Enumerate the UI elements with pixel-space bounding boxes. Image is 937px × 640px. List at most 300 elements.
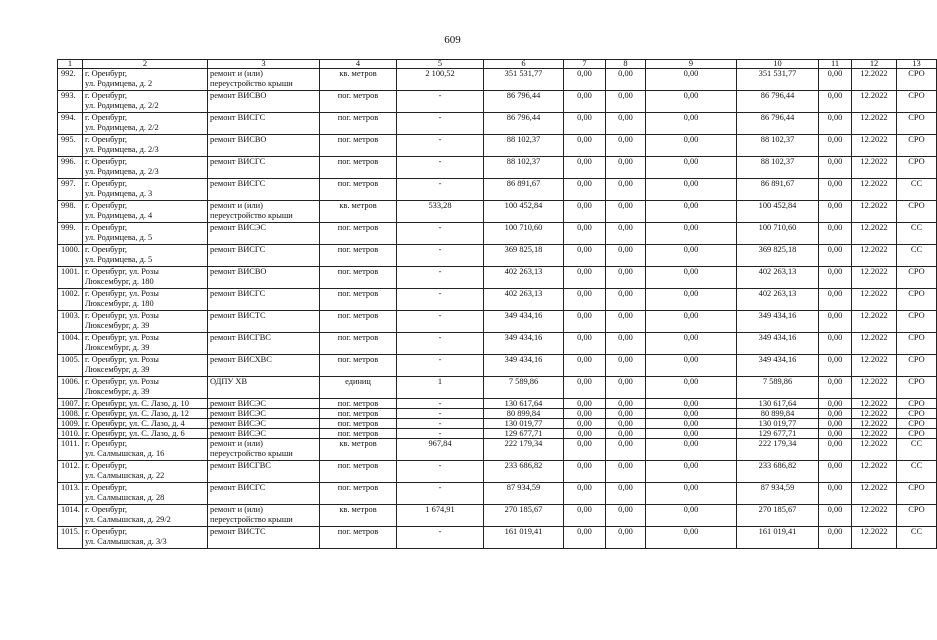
col9-cell: 0,00: [646, 201, 737, 223]
address-cell-line: Люксембург, д. 39: [85, 321, 150, 330]
col11-cell: 0,00: [819, 409, 852, 419]
col10-cell: 129 677,71: [737, 429, 819, 439]
volume-cell: -: [397, 179, 484, 201]
funding-source-cell: СРО: [897, 91, 937, 113]
address-cell: [83, 483, 208, 505]
col11-cell: 0,00: [819, 439, 852, 461]
address-cell: [83, 179, 208, 201]
col10-cell: 80 899,84: [737, 409, 819, 419]
table-row: [58, 419, 937, 429]
col9-cell: 0,00: [646, 289, 737, 311]
total-cost-cell: 100 710,60: [484, 223, 564, 245]
total-cost-cell: 402 263,13: [484, 289, 564, 311]
col10-cell: 100 710,60: [737, 223, 819, 245]
address-cell: [83, 333, 208, 355]
work-type-cell: ремонт ВИСГС: [208, 483, 320, 505]
column-number: 8: [606, 60, 646, 69]
col10-cell: 7 589,86: [737, 377, 819, 399]
work-type-cell: ремонт ВИСЭС: [208, 429, 320, 439]
address-cell-line: ул. Родимцева, д. 3: [85, 189, 153, 198]
col9-cell: 0,00: [646, 157, 737, 179]
col7-cell: 0,00: [564, 429, 606, 439]
col9-cell: 0,00: [646, 505, 737, 527]
address-cell-line: г. Оренбург, ул. Розы: [85, 289, 159, 298]
col7-cell: 0,00: [564, 113, 606, 135]
funding-source-cell: СС: [897, 245, 937, 267]
address-cell-line: ул. Родимцева, д. 2: [85, 79, 153, 88]
col9-cell: 0,00: [646, 355, 737, 377]
volume-cell: -: [397, 113, 484, 135]
deadline-cell: 12.2022: [852, 333, 897, 355]
funding-source-cell: СРО: [897, 355, 937, 377]
volume-cell: -: [397, 409, 484, 419]
col8-cell: 0,00: [606, 201, 646, 223]
volume-cell: -: [397, 483, 484, 505]
deadline-cell: 12.2022: [852, 527, 897, 549]
deadline-cell: 12.2022: [852, 505, 897, 527]
col9-cell: 0,00: [646, 135, 737, 157]
funding-source-cell: СРО: [897, 505, 937, 527]
col10-cell: 86 796,44: [737, 91, 819, 113]
col7-cell: 0,00: [564, 409, 606, 419]
funding-source-cell: СРО: [897, 483, 937, 505]
row-number: 993.: [58, 91, 83, 113]
work-type-cell: [208, 201, 320, 223]
address-cell: [83, 245, 208, 267]
col11-cell: 0,00: [819, 245, 852, 267]
address-cell: [83, 461, 208, 483]
column-number: 2: [83, 60, 208, 69]
deadline-cell: 12.2022: [852, 113, 897, 135]
col11-cell: 0,00: [819, 527, 852, 549]
funding-source-cell: СРО: [897, 157, 937, 179]
row-number: 1007.: [58, 399, 83, 409]
row-number: 1015.: [58, 527, 83, 549]
col10-cell: 130 019,77: [737, 419, 819, 429]
col11-cell: 0,00: [819, 333, 852, 355]
col10-cell: 402 263,13: [737, 289, 819, 311]
work-type-cell: ремонт ВИСВО: [208, 135, 320, 157]
address-cell-line: г. Оренбург, ул. Розы: [85, 377, 159, 386]
volume-cell: -: [397, 245, 484, 267]
col8-cell: 0,00: [606, 505, 646, 527]
table-row: [58, 399, 937, 409]
work-type-cell-line: ремонт и (или): [210, 69, 263, 78]
table-row: [58, 223, 937, 245]
col7-cell: 0,00: [564, 377, 606, 399]
deadline-cell: 12.2022: [852, 409, 897, 419]
col11-cell: 0,00: [819, 419, 852, 429]
volume-cell: 967,84: [397, 439, 484, 461]
address-cell-line: Люксембург, д. 39: [85, 343, 150, 352]
col9-cell: 0,00: [646, 439, 737, 461]
address-cell-line: ул. Салмышская, д. 29/2: [85, 515, 171, 524]
row-number: 1003.: [58, 311, 83, 333]
address-cell: [83, 505, 208, 527]
unit-cell: пог. метров: [320, 223, 397, 245]
total-cost-cell: 402 263,13: [484, 267, 564, 289]
table-row: [58, 69, 937, 91]
column-number: 4: [320, 60, 397, 69]
col10-cell: 222 179,34: [737, 439, 819, 461]
col7-cell: 0,00: [564, 505, 606, 527]
total-cost-cell: 161 019,41: [484, 527, 564, 549]
col10-cell: 87 934,59: [737, 483, 819, 505]
col7-cell: 0,00: [564, 399, 606, 409]
col8-cell: 0,00: [606, 527, 646, 549]
column-number: 11: [819, 60, 852, 69]
table-row: [58, 439, 937, 461]
work-type-cell: ремонт ВИСГС: [208, 245, 320, 267]
col7-cell: 0,00: [564, 355, 606, 377]
col9-cell: 0,00: [646, 311, 737, 333]
total-cost-cell: 88 102,37: [484, 157, 564, 179]
volume-cell: -: [397, 91, 484, 113]
deadline-cell: 12.2022: [852, 91, 897, 113]
deadline-cell: 12.2022: [852, 311, 897, 333]
deadline-cell: 12.2022: [852, 179, 897, 201]
unit-cell: пог. метров: [320, 399, 397, 409]
address-cell: [83, 69, 208, 91]
deadline-cell: 12.2022: [852, 201, 897, 223]
funding-source-cell: СРО: [897, 69, 937, 91]
address-cell-line: Люксембург, д. 180: [85, 277, 154, 286]
col9-cell: 0,00: [646, 69, 737, 91]
address-cell: [83, 289, 208, 311]
col11-cell: 0,00: [819, 461, 852, 483]
table-row: [58, 157, 937, 179]
table-row: [58, 113, 937, 135]
table-row: [58, 135, 937, 157]
address-cell-line: г. Оренбург,: [85, 179, 128, 188]
col9-cell: 0,00: [646, 113, 737, 135]
col11-cell: 0,00: [819, 399, 852, 409]
address-cell: [83, 439, 208, 461]
col11-cell: 0,00: [819, 377, 852, 399]
work-type-cell: [208, 69, 320, 91]
col10-cell: 351 531,77: [737, 69, 819, 91]
col11-cell: 0,00: [819, 267, 852, 289]
deadline-cell: 12.2022: [852, 157, 897, 179]
col8-cell: 0,00: [606, 157, 646, 179]
total-cost-cell: 100 452,84: [484, 201, 564, 223]
volume-cell: -: [397, 289, 484, 311]
total-cost-cell: 349 434,16: [484, 311, 564, 333]
col10-cell: 88 102,37: [737, 135, 819, 157]
table-row: [58, 245, 937, 267]
address-cell: [83, 223, 208, 245]
column-number: 5: [397, 60, 484, 69]
total-cost-cell: 130 617,64: [484, 399, 564, 409]
address-cell-line: ул. Родимцева, д. 2/2: [85, 123, 159, 132]
col9-cell: 0,00: [646, 245, 737, 267]
row-number: 1004.: [58, 333, 83, 355]
col11-cell: 0,00: [819, 355, 852, 377]
col7-cell: 0,00: [564, 201, 606, 223]
total-cost-cell: 233 686,82: [484, 461, 564, 483]
funding-source-cell: СРО: [897, 399, 937, 409]
col11-cell: 0,00: [819, 505, 852, 527]
work-type-cell: ОДПУ ХВ: [208, 377, 320, 399]
funding-source-cell: СРО: [897, 267, 937, 289]
address-cell: [83, 355, 208, 377]
work-type-cell: ремонт ВИСГС: [208, 179, 320, 201]
address-cell: [83, 113, 208, 135]
col11-cell: 0,00: [819, 223, 852, 245]
row-number: 1012.: [58, 461, 83, 483]
col11-cell: 0,00: [819, 429, 852, 439]
table-row: [58, 267, 937, 289]
address-cell-line: г. Оренбург, ул. Розы: [85, 311, 159, 320]
registry-table: [57, 59, 937, 549]
col9-cell: 0,00: [646, 333, 737, 355]
address-cell: [83, 135, 208, 157]
col11-cell: 0,00: [819, 69, 852, 91]
address-cell-line: ул. Родимцева, д. 2/2: [85, 101, 159, 110]
deadline-cell: 12.2022: [852, 245, 897, 267]
volume-cell: 1 674,91: [397, 505, 484, 527]
col7-cell: 0,00: [564, 333, 606, 355]
work-type-cell: ремонт ВИСВО: [208, 267, 320, 289]
funding-source-cell: СС: [897, 439, 937, 461]
total-cost-cell: 88 102,37: [484, 135, 564, 157]
table-row: [58, 91, 937, 113]
funding-source-cell: СС: [897, 461, 937, 483]
col9-cell: 0,00: [646, 399, 737, 409]
table-row: [58, 377, 937, 399]
total-cost-cell: 87 934,59: [484, 483, 564, 505]
col8-cell: 0,00: [606, 245, 646, 267]
volume-cell: -: [397, 135, 484, 157]
col7-cell: 0,00: [564, 311, 606, 333]
table-row: [58, 289, 937, 311]
col10-cell: 402 263,13: [737, 267, 819, 289]
work-type-cell: [208, 439, 320, 461]
table-row: [58, 483, 937, 505]
address-cell-line: ул. Салмышская, д. 22: [85, 471, 165, 480]
row-number: 995.: [58, 135, 83, 157]
table-row: [58, 201, 937, 223]
row-number: 999.: [58, 223, 83, 245]
total-cost-cell: 80 899,84: [484, 409, 564, 419]
address-cell-line: г. Оренбург,: [85, 505, 128, 514]
funding-source-cell: СРО: [897, 377, 937, 399]
row-number: 1008.: [58, 409, 83, 419]
col8-cell: 0,00: [606, 179, 646, 201]
column-number: 9: [646, 60, 737, 69]
col9-cell: 0,00: [646, 267, 737, 289]
column-number: 13: [897, 60, 937, 69]
col8-cell: 0,00: [606, 311, 646, 333]
unit-cell: кв. метров: [320, 201, 397, 223]
funding-source-cell: СРО: [897, 311, 937, 333]
row-number: 992.: [58, 69, 83, 91]
col11-cell: 0,00: [819, 201, 852, 223]
col8-cell: 0,00: [606, 355, 646, 377]
address-cell-line: Люксембург, д. 180: [85, 299, 154, 308]
work-type-cell: ремонт ВИСГС: [208, 157, 320, 179]
col9-cell: 0,00: [646, 223, 737, 245]
work-type-cell-line: ремонт и (или): [210, 201, 263, 210]
funding-source-cell: СРО: [897, 419, 937, 429]
col7-cell: 0,00: [564, 245, 606, 267]
work-type-cell: ремонт ВИСТС: [208, 527, 320, 549]
address-cell-line: г. Оренбург, ул. Розы: [85, 333, 159, 342]
total-cost-cell: 129 677,71: [484, 429, 564, 439]
row-number: 998.: [58, 201, 83, 223]
unit-cell: пог. метров: [320, 333, 397, 355]
unit-cell: пог. метров: [320, 429, 397, 439]
col9-cell: 0,00: [646, 91, 737, 113]
column-number: 12: [852, 60, 897, 69]
col8-cell: 0,00: [606, 113, 646, 135]
row-number: 1005.: [58, 355, 83, 377]
col7-cell: 0,00: [564, 267, 606, 289]
unit-cell: кв. метров: [320, 439, 397, 461]
col9-cell: 0,00: [646, 461, 737, 483]
unit-cell: пог. метров: [320, 179, 397, 201]
table-row: [58, 355, 937, 377]
column-number: 7: [564, 60, 606, 69]
total-cost-cell: 7 589,86: [484, 377, 564, 399]
address-cell-line: ул. Родимцева, д. 5: [85, 255, 153, 264]
address-cell-line: ул. Салмышская, д. 3/3: [85, 537, 167, 546]
address-cell: г. Оренбург, ул. С. Лазо, д. 4: [83, 419, 208, 429]
row-number: 1010.: [58, 429, 83, 439]
deadline-cell: 12.2022: [852, 69, 897, 91]
address-cell: [83, 201, 208, 223]
col9-cell: 0,00: [646, 377, 737, 399]
work-type-cell: ремонт ВИСГВС: [208, 461, 320, 483]
table-row: [58, 429, 937, 439]
work-type-cell: ремонт ВИСЭС: [208, 419, 320, 429]
unit-cell: пог. метров: [320, 289, 397, 311]
volume-cell: 533,28: [397, 201, 484, 223]
volume-cell: -: [397, 223, 484, 245]
volume-cell: -: [397, 461, 484, 483]
row-number: 996.: [58, 157, 83, 179]
deadline-cell: 12.2022: [852, 377, 897, 399]
column-number: 3: [208, 60, 320, 69]
total-cost-cell: 86 891,67: [484, 179, 564, 201]
address-cell-line: г. Оренбург, ул. Розы: [85, 267, 159, 276]
work-type-cell: ремонт ВИСГВС: [208, 333, 320, 355]
col7-cell: 0,00: [564, 289, 606, 311]
deadline-cell: 12.2022: [852, 355, 897, 377]
col11-cell: 0,00: [819, 113, 852, 135]
table-row: [58, 311, 937, 333]
total-cost-cell: 86 796,44: [484, 113, 564, 135]
unit-cell: пог. метров: [320, 311, 397, 333]
work-type-cell-line: ремонт и (или): [210, 505, 263, 514]
unit-cell: пог. метров: [320, 245, 397, 267]
address-cell-line: ул. Родимцева, д. 2/3: [85, 145, 159, 154]
work-type-cell-line: переустройство крыши: [210, 79, 293, 88]
work-type-cell-line: переустройство крыши: [210, 515, 293, 524]
total-cost-cell: 349 434,16: [484, 333, 564, 355]
page-number: 609: [444, 34, 461, 46]
unit-cell: пог. метров: [320, 409, 397, 419]
table-row: [58, 505, 937, 527]
deadline-cell: 12.2022: [852, 135, 897, 157]
col7-cell: 0,00: [564, 483, 606, 505]
col7-cell: 0,00: [564, 69, 606, 91]
col8-cell: 0,00: [606, 419, 646, 429]
volume-cell: -: [397, 429, 484, 439]
col7-cell: 0,00: [564, 439, 606, 461]
address-cell: [83, 377, 208, 399]
address-cell: г. Оренбург, ул. С. Лазо, д. 12: [83, 409, 208, 419]
work-type-cell: ремонт ВИСЭС: [208, 399, 320, 409]
unit-cell: единиц: [320, 377, 397, 399]
total-cost-cell: 222 179,34: [484, 439, 564, 461]
col7-cell: 0,00: [564, 91, 606, 113]
total-cost-cell: 349 434,16: [484, 355, 564, 377]
table-row: [58, 333, 937, 355]
col8-cell: 0,00: [606, 461, 646, 483]
col7-cell: 0,00: [564, 419, 606, 429]
deadline-cell: 12.2022: [852, 429, 897, 439]
volume-cell: 1: [397, 377, 484, 399]
col10-cell: 270 185,67: [737, 505, 819, 527]
work-type-cell-line: переустройство крыши: [210, 211, 293, 220]
col8-cell: 0,00: [606, 483, 646, 505]
deadline-cell: 12.2022: [852, 289, 897, 311]
address-cell: [83, 91, 208, 113]
col10-cell: 349 434,16: [737, 355, 819, 377]
address-cell-line: г. Оренбург,: [85, 69, 128, 78]
table-row: [58, 461, 937, 483]
volume-cell: -: [397, 419, 484, 429]
row-number: 994.: [58, 113, 83, 135]
row-number: 1013.: [58, 483, 83, 505]
col11-cell: 0,00: [819, 311, 852, 333]
address-cell-line: ул. Салмышская, д. 16: [85, 449, 165, 458]
deadline-cell: 12.2022: [852, 267, 897, 289]
total-cost-cell: 270 185,67: [484, 505, 564, 527]
deadline-cell: 12.2022: [852, 439, 897, 461]
address-cell: [83, 267, 208, 289]
address-cell-line: г. Оренбург,: [85, 135, 128, 144]
work-type-cell: ремонт ВИСГС: [208, 113, 320, 135]
col7-cell: 0,00: [564, 135, 606, 157]
col9-cell: 0,00: [646, 527, 737, 549]
address-cell-line: Люксембург, д. 39: [85, 365, 150, 374]
col7-cell: 0,00: [564, 527, 606, 549]
volume-cell: -: [397, 311, 484, 333]
col7-cell: 0,00: [564, 223, 606, 245]
col8-cell: 0,00: [606, 91, 646, 113]
volume-cell: -: [397, 157, 484, 179]
address-cell-line: г. Оренбург,: [85, 245, 128, 254]
address-cell-line: ул. Родимцева, д. 2/3: [85, 167, 159, 176]
address-cell-line: ул. Салмышская, д. 28: [85, 493, 165, 502]
deadline-cell: 12.2022: [852, 419, 897, 429]
col8-cell: 0,00: [606, 439, 646, 461]
column-number: 1: [58, 60, 83, 69]
work-type-cell: ремонт ВИСГС: [208, 289, 320, 311]
col10-cell: 130 617,64: [737, 399, 819, 409]
col10-cell: 86 891,67: [737, 179, 819, 201]
total-cost-cell: 369 825,18: [484, 245, 564, 267]
deadline-cell: 12.2022: [852, 223, 897, 245]
col11-cell: 0,00: [819, 135, 852, 157]
col11-cell: 0,00: [819, 179, 852, 201]
row-number: 1011.: [58, 439, 83, 461]
address-cell: г. Оренбург, ул. С. Лазо, д. 6: [83, 429, 208, 439]
row-number: 1006.: [58, 377, 83, 399]
col8-cell: 0,00: [606, 429, 646, 439]
